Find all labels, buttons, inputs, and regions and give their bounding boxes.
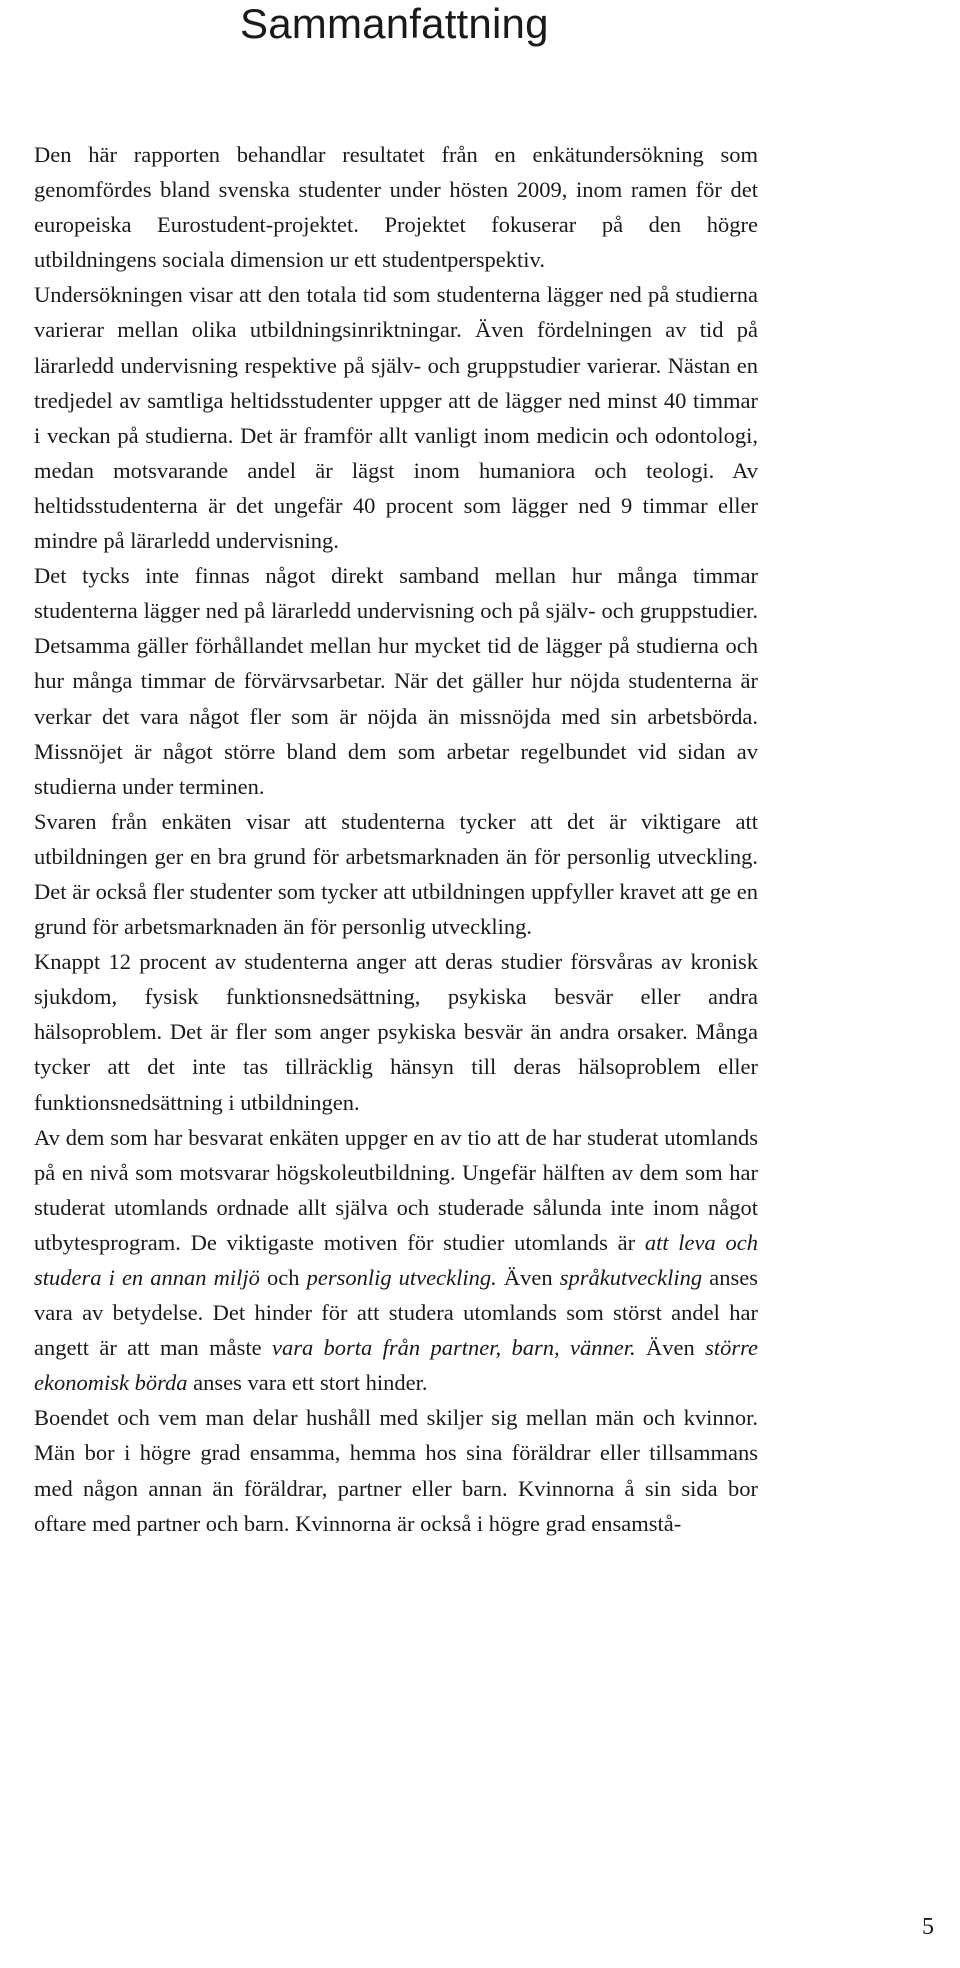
paragraph: Svaren från enkäten visar att studenterna tycker att det är viktigare att utbildningen ger en bra grund för arbetsmarknaden än för personlig utveckling. Det är också fler studenter som tycker att utbildningen uppfyller kravet att ge en grund för arbetsmarknaden än för personlig utveckling. (34, 808, 758, 940)
emphasis: vara borta från partner, barn, vänner. (271, 1335, 636, 1361)
text-run: anses vara ett stort hinder. (187, 1370, 428, 1396)
paragraph: Knappt 12 procent av studenterna anger att deras studier försvåras av kronisk sjukdom, fysisk funktionsnedsättning, psykiska besvär eller andra hälsoproblem. Det är fler som anger psykiska besvär än andra orsaker. Många tycker att det inte tas tillräcklig hänsyn till deras hälsoproblem eller funktionsnedsättning i utbildningen. (34, 949, 758, 1115)
paragraph: Den här rapporten behandlar resultatet från en enkätundersökning som genomfördes bland svenska studenter under hösten 2009, inom ramen för det europeiska Eurostudent-projektet. Projektet fokuserar på den högre utbildningens sociala dimension ur ett studentperspektiv. (34, 142, 758, 273)
paragraph: Undersökningen visar att den totala tid som studenterna lägger ned på studierna varierar mellan olika utbildningsinriktningar. Även fördelningen av tid på lärarledd undervisning respektive på själv- och gruppstudier varierar. Nästan en tredjedel av samtliga heltidsstudenter uppger att de lägger ned minst 40 timmar i veckan på studierna. Det är framför allt vanligt inom medicin och odontologi, medan motsvarande andel är lägst inom humaniora och teologi. Av heltidsstudenterna är det ungefär 40 procent som lägger ned 9 timmar eller mindre på lärarledd undervisning. (34, 282, 758, 554)
paragraph: Boendet och vem man delar hushåll med skiljer sig mellan män och kvinnor. Män bor i högre grad ensamma, hemma hos sina föräldrar eller tillsammans med någon annan än föräldrar, partner eller barn. Kvinnorna å sin sida bor oftare med partner och barn. Kvinnorna är också i högre grad ensamstå- (34, 1405, 758, 1536)
emphasis: större ekonomisk börda (34, 1335, 758, 1396)
text-run: anses vara av betydelse. Det hinder för att studera utomlands som störst andel har angett är att man måste (34, 1265, 758, 1361)
page-number: 5 (922, 1914, 934, 1940)
text-run: Av dem som har besvarat enkäten uppger en av tio att de har studerat utomlands på en nivå som motsvarar högskoleutbildning. Ungefär hälften av dem som har studerat utomlands ordnade allt själva och studerade sålunda inte inom något utbytesprogram. De viktigaste motiven för studier utomlands är (34, 1124, 758, 1255)
paragraph-study-abroad (34, 1120, 758, 1401)
page-title: Sammanfattning (240, 0, 549, 47)
text-run: Även (496, 1265, 560, 1290)
paragraph: Det tycks inte finnas något direkt samband mellan hur många timmar studenterna lägger ned på lärarledd undervisning och på själv- och gruppstudier. Detsamma gäller förhållandet mellan hur mycket tid de lägger på studierna och hur många timmar de förvärvsarbetar. När det gäller hur nöjda studenterna är verkar det vara något fler som är nöjda än missnöjda med sin arbetsbörda. Missnöjet är något större bland dem som arbetar regelbundet vid sidan av studierna under terminen. (34, 563, 758, 799)
body-text (34, 137, 758, 1541)
text-run: och (259, 1265, 307, 1290)
text-run: Även (635, 1335, 706, 1361)
emphasis: personlig utveckling. (306, 1265, 497, 1290)
emphasis: att leva och studera i en annan miljö (34, 1229, 758, 1290)
emphasis: språkutveckling (559, 1265, 703, 1290)
